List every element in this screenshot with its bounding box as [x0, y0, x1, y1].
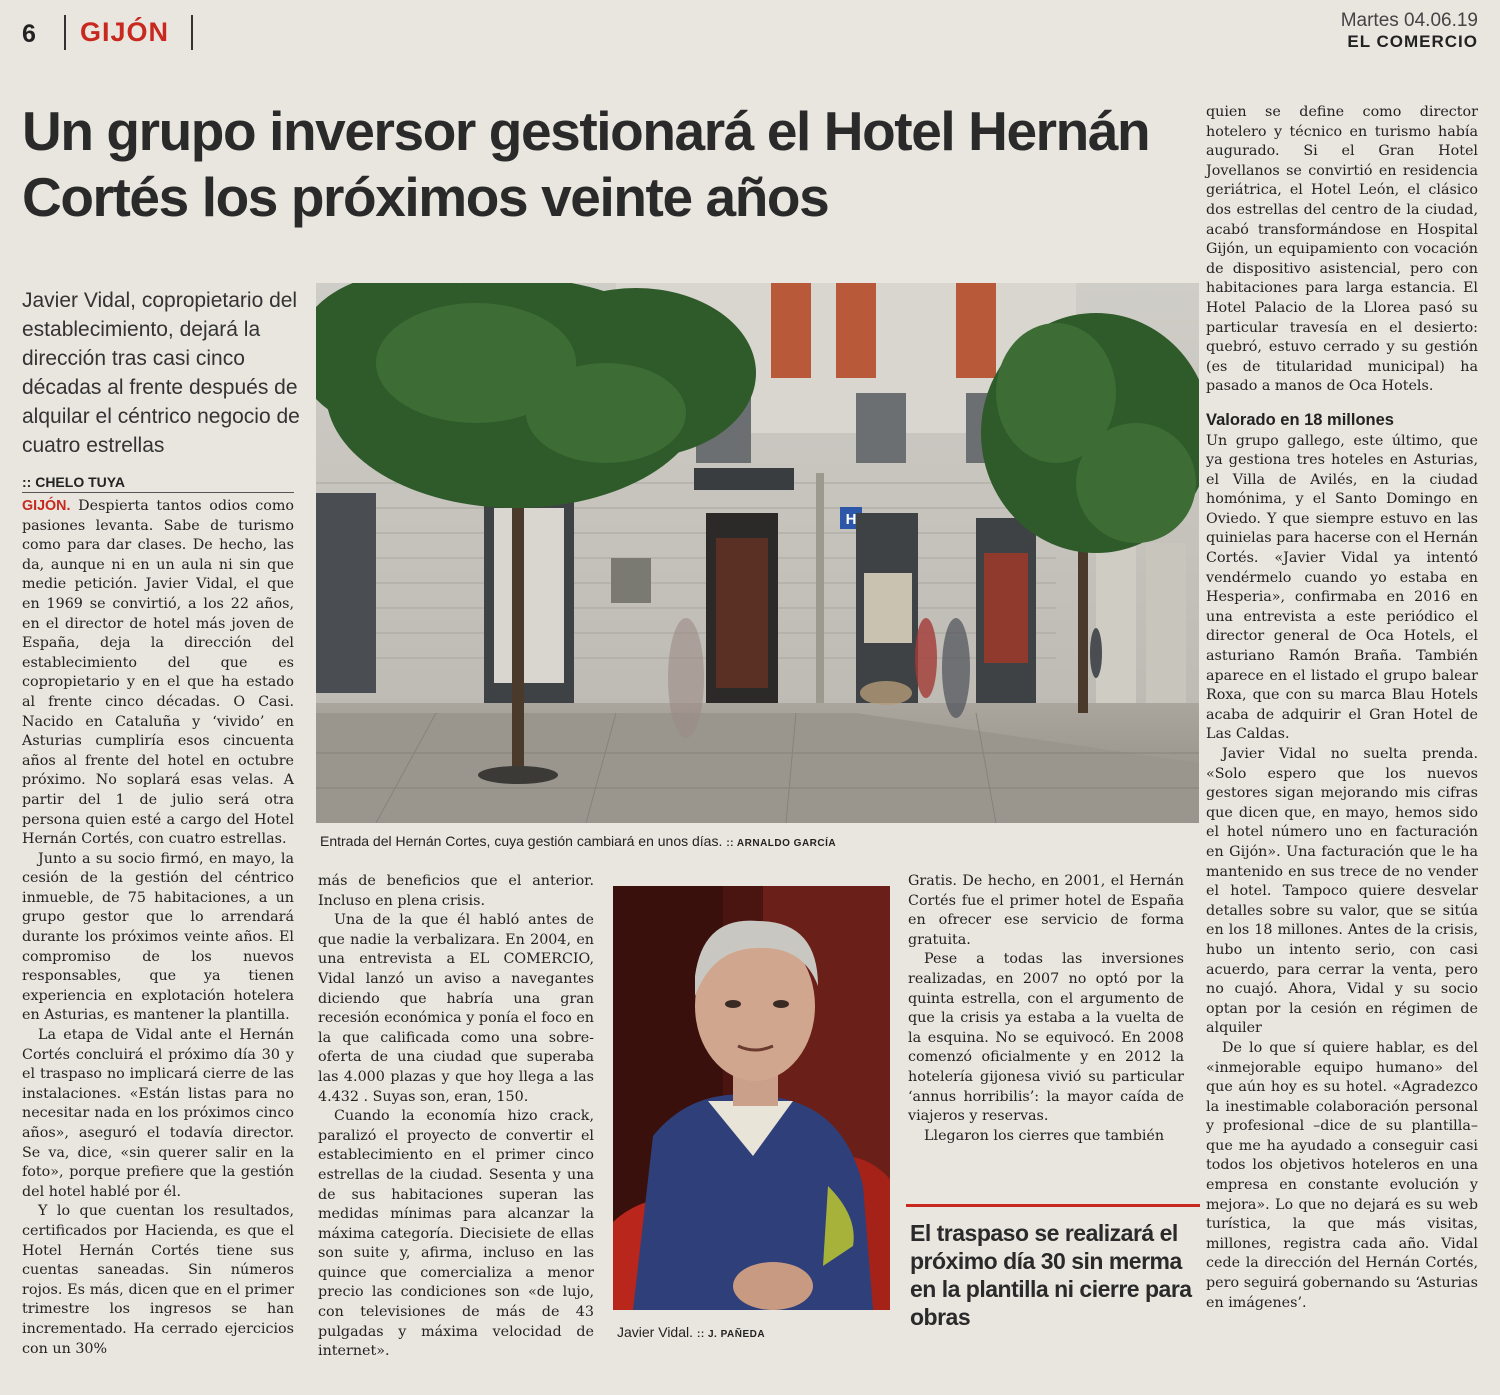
pull-quote: El traspaso se realizará el próximo día 30 sin merma en la plantilla ni cierre para obras: [910, 1220, 1192, 1330]
photo-caption-text: Entrada del Hernán Cortes, cuya gestión cambiará en unos días.: [320, 833, 723, 849]
paragraph: Junto a su socio firmó, en mayo, la cesión de la gestión del céntrico inmueble, de 75 habitaciones, a un grupo gestor que lo arrendará durante los próximos veinte años. El compromiso de los nuevos responsables, que ya tienen experiencia en explotación hotelera en Asturias, es mantener la plantilla.: [22, 850, 294, 1024]
portrait-credit: :: J. PAÑEDA: [697, 1329, 766, 1340]
byline: :: CHELO TUYA: [22, 474, 125, 490]
paragraph: Gratis. De hecho, en 2001, el Hernán Cortés fue el primer hotel de España en ofrecer ese servicio de forma gratuita.: [908, 873, 1184, 948]
paragraph: Y lo que cuentan los resultados, certificados por Hacienda, es que el Hotel Hernán Cortés tiene sus cuentas saneadas. Sin números rojos. Es más, dicen que en el primer trimestre los ingresos se han incrementado. Ha cerrado ejercicios con un 30%: [22, 1203, 294, 1357]
paragraph: Javier Vidal no suelta prenda. «Solo espero que los nuevos gestores sigan mejorando mis cifras que dicen que, en mayo, hemos sido el hotel número uno en facturación en Gijón». Una facturación que le ha mantenido en sus trece de no vender el hotel. Tampoco quiere desvelar detalles sobre su valor, que se sitúa en los 18 millones. Antes de la crisis, hubo un intento serio, con casi acuerdo, para cerrar la venta, pero no cuajó. Ahora, Vidal y su socio optan por la cesión en régimen de alquiler: [1206, 746, 1478, 1037]
paragraph: De lo que sí quiere hablar, es del «inmejorable equipo humano» del que aún hoy es su hotel. «Agradezco la inestimable colaboración personal y profesional –dice de su plantilla– que me ha ayudado a conseguir casi todos los objetivos hoteleros en una empresa en constante evolución y mejora». Lo que no dejará es su web turística, la que más visitas, millones, registra cada año. Vidal cede la dirección del Hernán Cortés, pero seguirá gobernando su ‘Asturias en imágenes’.: [1206, 1039, 1478, 1311]
header-separator: [64, 15, 66, 50]
portrait-illustration: [613, 886, 890, 1310]
hotel-entrance-photo: [316, 283, 1199, 823]
paragraph: quien se define como director hotelero y técnico en turismo había augurado. Si el Gran Hotel Jovellanos se convirtió en residencia geriátrica, el Hotel León, el clásico dos estrellas del centro de la ciudad, acabó transformándose en Hospital Gijón, un equipamiento con vocación de dispositivo asistencial, pero con habitaciones para larga estancia. El Hotel Palacio de la Llorea pasó su particular travesía en el desierto: quebró, estuvo cerrado y su gestión (es de titularidad municipal) ha pasado a manos de Oca Hotels.: [1206, 104, 1478, 395]
photo-caption: [320, 833, 836, 849]
column-1: [22, 497, 294, 1359]
hotel-sign-letter: H: [845, 511, 857, 528]
subtitle: Javier Vidal, copropietario del establecimiento, dejará la dirección tras casi cinco décadas al frente después de alquilar el céntrico negocio de cuatro estrellas: [22, 289, 300, 457]
subheading: Valorado en 18 millones: [1206, 410, 1394, 429]
hotel-entrance-illustration: [316, 283, 1199, 823]
paragraph: Cuando la economía hizo crack, paralizó el proyecto de convertir el establecimiento en el primer cinco estrellas de la ciudad. Sesenta y una de sus habitaciones superan las medidas mínimas para alcanzar la máxima categoría. Diecisiete de ellas son suite y, afirma, incluso en las quince que comercializa a menor precio las condiciones son «de lujo, con televisiones de más de 43 pulgadas y máxima velocidad de internet».: [318, 1108, 594, 1360]
column-2: [318, 872, 594, 1362]
page-number: 6: [22, 20, 36, 48]
column-4: [1206, 103, 1478, 1313]
byline-rule: [22, 492, 294, 493]
paragraph: La etapa de Vidal ante el Hernán Cortés concluirá el próximo día 30 y el traspaso no implicará cierre de las instalaciones. «Están listas para no necesitar nada en los próximos cinco años», aseguró el todavía director. Se va, dice, «sin querer salir en la foto», porque prefiere que la gestión del hotel hablé por él.: [22, 1027, 294, 1200]
issue-date: Martes 04.06.19: [1340, 10, 1478, 31]
headline: Un grupo inversor gestionará el Hotel Hernán Cortés los próximos veinte años: [22, 100, 1150, 228]
photo-credit: :: ARNALDO GARCÍA: [726, 838, 837, 849]
section-name: GIJÓN: [80, 17, 170, 47]
portrait-caption: [617, 1324, 765, 1340]
paragraph: Un grupo gallego, este último, que ya gestiona tres hoteles en Asturias, el Villa de Avilés, en la ciudad homónima, y el Santo Domingo en Oviedo. Y que siempre estuvo en las quinielas para hacerse con el Hernán Cortés. «Javier Vidal ya intentó vendérmelo cuando yo estaba en Hesperia», confirmaba en 2016 en una entrevista a este periódico el director general de Oca Hotels, el asturiano Ramón Braña. También aparece en el listado el grupo balear Roxa, que con su marca Blau Hotels acaba de adquirir el Gran Hotel de Las Caldas.: [1206, 432, 1478, 743]
paragraph: Llegaron los cierres que también: [924, 1127, 1165, 1144]
paragraph: [22, 497, 294, 850]
newspaper-name: EL COMERCIO: [1347, 32, 1478, 51]
paragraph-text: Despierta tantos odios como pasiones levanta. Sabe de turismo como para dar clases. De hecho, las da, aunque ni en un aula ni sin que medie petición. Javier Vidal, el que en 1969 se convirtió, a los 22 años, en el director de hotel más joven de España, deja la dirección del establecimiento del que es copropietario y en el que ha estado al frente cinco décadas. O Casi. Nacido en Cataluña y ‘vivido’ en Asturias cumpliría esos cincuenta años al frente del hotel en octubre próximo. No soplará esas velas. A partir del 1 de julio será otra persona quien esté a cargo del Hotel Hernán Cortés, con cuatro estrellas.: [22, 498, 295, 848]
paragraph: Pese a todas las inversiones realizadas, en 2007 no optó por la quinta estrella, con el argumento de que la crisis ya estaba a la vuelta de la esquina. No se equivocó. En 2008 comenzó oficialmente y en 2012 la hotelería gijonesa vivió su particular ‘annus horribilis’: la mayor caída de viajeros y reservas.: [908, 951, 1184, 1125]
dateline: GIJÓN.: [22, 498, 71, 514]
header-separator: [191, 15, 193, 50]
column-3: [908, 872, 1184, 1146]
paragraph: Una de la que él habló antes de que nadie la verbalizara. En 2004, en una entrevista a EL COMERCIO, Vidal lanzó un aviso a navegantes diciendo que habría una gran recesión económica y ponía el foco en la que calificada como una sobre-oferta de una ciudad que superaba las 4.000 plazas y que hoy llega a las 4.432 . Suyas son, eran, 150.: [318, 912, 594, 1105]
paragraph: más de beneficios que el anterior. Incluso en plena crisis.: [318, 873, 594, 909]
pull-quote-rule: [906, 1204, 1200, 1207]
portrait-caption-text: Javier Vidal.: [617, 1324, 694, 1340]
portrait-photo: [613, 886, 890, 1310]
